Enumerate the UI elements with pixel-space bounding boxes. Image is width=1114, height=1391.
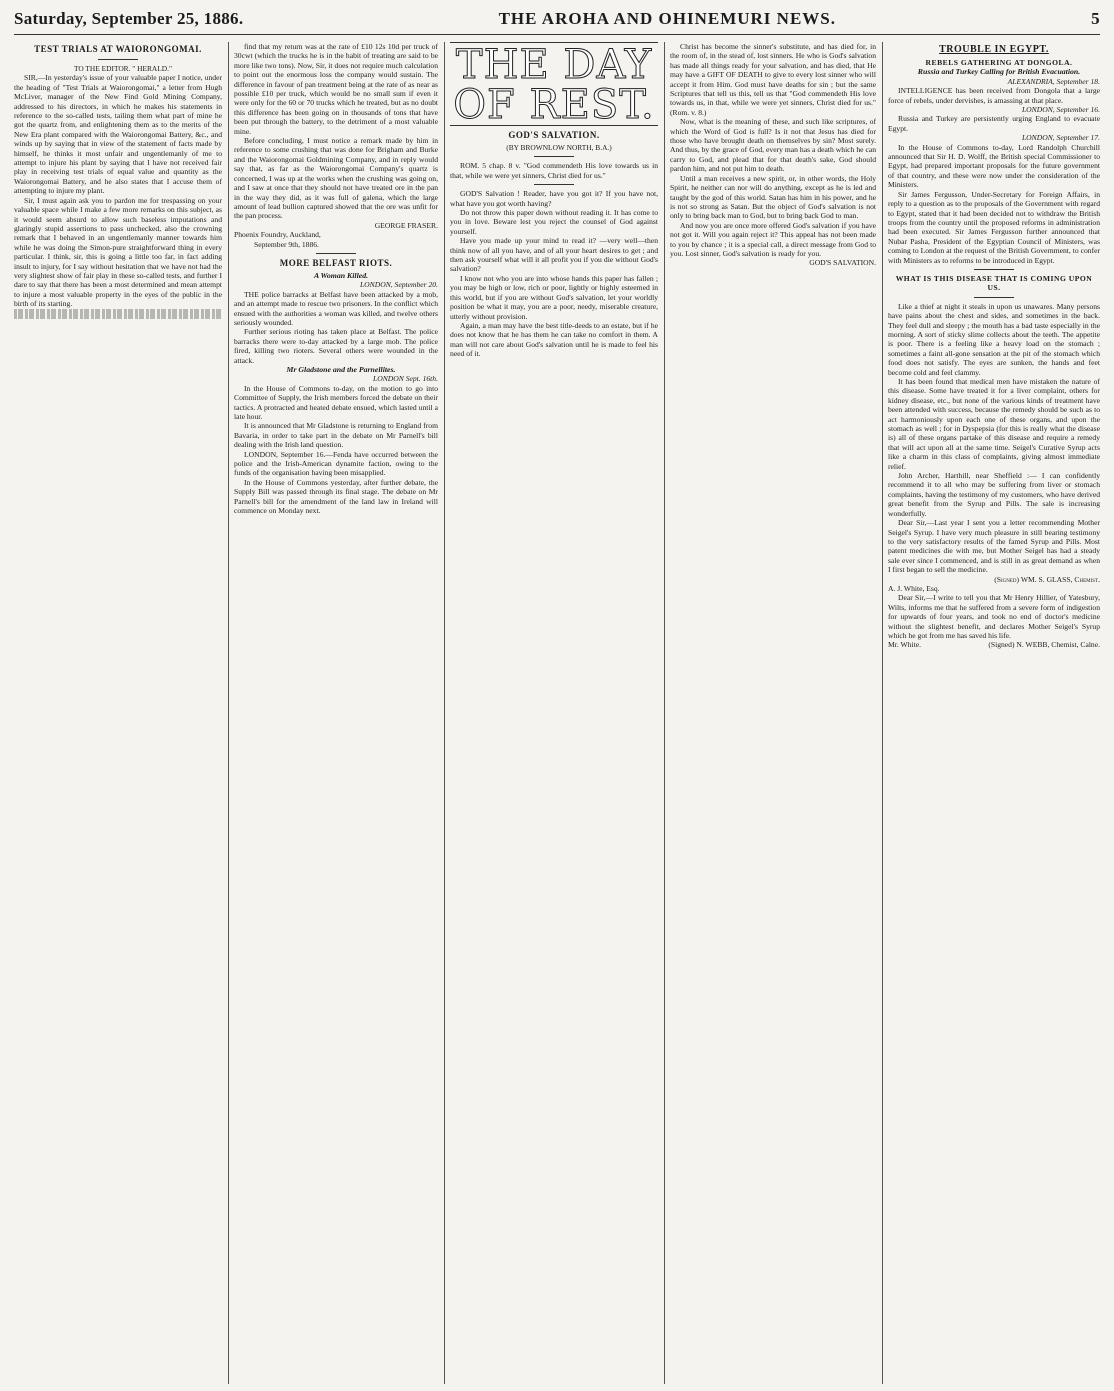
column-divider [664,42,665,1384]
article-paragraph: Do not throw this paper down without reading it. It has come to you in love. Beware lest you reject the counsel of God against yourself. [450,208,658,236]
salutation: TO THE EDITOR. " HERALD." [73,64,172,73]
article-paragraph: In the House of Commons to-day, Lord Randolph Churchill announced that Sir H. D. Wolff, the British special Commissioner to Egypt, had prepared important proposals for the future government of that country, and these were now under the consideration of the Ministers. [888,142,1100,190]
article-heading: TROUBLE IN EGYPT. [939,44,1049,55]
column-divider [444,42,445,1384]
day-of-rest-masthead: THE DAY OF REST. [450,42,658,126]
column-2 [234,42,438,1384]
signature: GEORGE FRASER. [374,220,438,230]
article-paragraph: Dear Sir,—I write to tell you that Mr Henry Hillier, of Yatesbury, Wilts, informs me that he suffered from a severe form of indigestion for upwards of four years, and took no end of doctor's medicine without the slightest benefit, and declares Mother Seigel's Syrup which he got from me has saved his life. [888,593,1100,640]
article-paragraph: Sir, I must again ask you to pardon me for trespassing on your valuable space while I make a few more remarks on this subject, as it would seem absurd to allow such baseless imputations and glaringly stupid assertions to pass unchecked, also the crowning remark that I behaved in an ungentlemanly manner towards him while he was doing the Simon-pure straightforward thing in every particular. I think, sir, this is going a little too far, in fact adding insult to injury, for I say without hesitation that we have not had the very slightest show of fair play in these so-called tests, and further I dare to say that there has been a most determined and mean attempt to injure a most valuable property in the eyes of the public in the birth of its starting. [14,195,222,309]
article-paragraph: Before concluding, I must notice a remark made by him in reference to some crushing that was done for Brigham and Burke and the Waiorongomai Goldmining Company, and in reply would say that, as far as the Waiorongomai Company's quartz is concerned, I was up at the works when the crushing was going on, and I saw at once that they should not have treated ore in the pan in the way they did, as it was full of galena, which the large amount of lead bullion captured showed that the ore was unfit for the pan process. [234,136,438,221]
masthead-rule [14,34,1100,35]
article-paragraph: Again, a man may have the best title-deeds to an estate, but if he does not know that he has them he can take no comfort in them. A man will not care about God's salvation until he is made to feel his need of it. [450,320,658,359]
divider [534,184,574,185]
dateline: LONDON, September 20. [359,280,438,290]
divider [98,59,138,60]
column-1 [14,42,222,1384]
article-paragraph: LONDON, September 16.—Fenda have occurred between the police and the Irish-American dynamite faction, owing to the funds of the organisation having been misapplied. [234,449,438,478]
divider [974,269,1014,270]
closing-right: (Signed) N. WEBB, Chemist, Calne. [988,640,1100,650]
closing-left: Mr. White. [888,640,921,650]
masthead [14,6,1100,32]
illegible-text [14,309,222,319]
dateline: LONDON, September 17. [1021,133,1100,143]
article-paragraph: I know not who you are into whose hands this paper has fallen ; you may be high or low, rich or poor, lightly or highly esteemed in this world, but if you are without God's salvation, let your worldly position be what it may, you are a poor, needy, miserable creature, utterly without provision. [450,273,658,321]
signature-date: September 9th, 1886. [254,239,319,249]
article-paragraph: Now, what is the meaning of these, and such like scriptures, of which the Word of God is full? Is it not that Jesus has died for those who have brought death on themselves by sin? Most surely. And thus, by the grace of God, every man has a death which he can carry to God, and plead that for that death's sake, God should pardon him, and not put him to death. [670,117,876,174]
article-heading: WHAT IS THIS DISEASE THAT IS COMING UPON US. [895,273,1093,293]
column-3 [450,42,658,1384]
article-paragraph: Further serious rioting has taken place at Belfast. The police barracks there were to-day attacked by a large mob. The police fired, killing two rioters. Several others were wounded in the attack. [234,327,438,365]
article-paragraph: It has been found that medical men have mistaken the nature of this disease. Some have treated it for a liver complaint, others for kidney disease, etc., but none of the various kinds of treatment have been attended with success, because the remedy should be such as to act harmoniously upon each one of these organs, and upon the stomach as well ; for in Dyspepsia (for this is really what the disease is) all of these organs partake of this disease and require a remedy that will act upon all at the same time. Seigel's Curative Syrup acts like a charm in this class of complaints, giving almost immediate relief. [888,377,1100,471]
closing-line: GOD'S SALVATION. [809,258,876,268]
article-paragraph: Like a thief at night it steals in upon us unawares. Many persons have pains about the chest and sides, and sometimes in the back. They feel dull and sleepy ; the mouth has a bad taste especially in the morning. A sort of sticky slime collects about the teeth. The appetite is poor. There is a feeling like a heavy load on the stomach ; sometimes a faint all-gone sensation at the pit of the stomach which food does not satisfy. The eyes are sunken, the hands and feet become cold and feel clammy. [888,301,1100,377]
article-paragraph: Until a man receives a new spirit, or, in other words, the Holy Spirit, he neither can nor will do anything, except as he is led and taught by the god of this world. Satan has him in his power, and he is not so strong as Satan. But the object of God's salvation is not only to bring back man to God, but to bring back God to man. [670,173,876,221]
column-4 [670,42,876,1384]
dateline: ALEXANDRIA, September 18. [1007,76,1100,86]
article-paragraph: It is announced that Mr Gladstone is returning to England from Bavaria, in order to take part in the debate on Mr Parnell's bill dealing with the Irish land question. [234,421,438,450]
article-paragraph: In the House of Commons yesterday, after further debate, the Supply Bill was passed through its final stage. The debate on Mr Parnell's bill for the amendment of the land law in Ireland will commence on Monday next. [234,477,438,516]
divider [534,156,574,157]
article-paragraph: Christ has become the sinner's substitute, and has died for, in the room of, in the stead of, lost sinners. He who is God's salvation has made all things ready for your salvation, and has died, that He may have a GIFT OF DEATH to give to every lost sinner who will accept it from Him. God must have deaths for sin ; but the same Scriptures that tell us this, tell us that "God commendeth His love towards us, in that, while we were yet sinners, Christ died for us." (Rom. v. 8.) [670,42,876,117]
dateline: LONDON, September 16. [1021,105,1100,115]
article-heading: GOD'S SALVATION. [508,130,600,140]
divider [316,253,356,254]
article-subheading: A Woman Killed. [313,270,369,280]
article-paragraph: THE police barracks at Belfast have been attacked by a mob, and an attempt made to rescue two prisoners. In the conflict which ensued with the authorities a woman was killed, and twelve others seriously wounded. [234,289,438,327]
column-5 [888,42,1100,1384]
article-subheading: Mr Gladstone and the Parnellites. [286,365,396,374]
masthead-title: THE AROHA AND OHINEMURI NEWS. [498,9,836,28]
article-paragraph: John Archer, Harthill, near Sheffield :— I can confidently recommend it to all who may be suffering from liver or stomach complaints, having the testimony of my customers, who have derived great benefit from the Syrup and Pills. The sale is increasing wonderfully. [888,471,1100,518]
signature-place: A. J. White, Esq. [888,583,940,593]
article-paragraph: Russia and Turkey are persistently urging England to evacuate Egypt. [888,114,1100,133]
masthead-page-number: 5 [1091,9,1100,28]
article-heading: MORE BELFAST RIOTS. [279,257,393,268]
article-paragraph: SIR,—In yesterday's issue of your valuable paper I notice, under the heading of "Test Trials at Waiorongomai," a letter from Hugh McLiver, manager of the New Find Gold Mining Company, addressed to his directors, in which he makes his statements in reference to the so-called tests, tailing them what part of mine he got the quartz from, and enlightening them as to the merits of the New Era plant compared with the Waiorongomai Battery, &c., and winds up by saying that in view of the statement of facts made by himself, he thinks it most unfair and ungentlemanly of me to attempt to injure his plant by saying that I have not received fair play in receiving test trials of equal value and quantity as the Waiorongomai Battery, and he also states that I accuse them of attempting to injure my plant. [14,73,222,196]
column-divider [882,42,883,1384]
dateline: LONDON Sept. 16th. [373,374,438,384]
column-divider [228,42,229,1384]
article-paragraph: find that my return was at the rate of £10 12s 10d per truck of 30cwt (which the trucks he is in the habit of treating are said to be more like two tons). Now, Sir, it does not require much calculation to point out the enormous loss the company would sustain. The difference in favour of pan treatment being at the rate of as near as possible £10 per truck, which would be no small sum if even it were only for the 60 or 70 trucks which he treated, but as no doubt this difference has been going on in thousands of tons that have been put through the battery, to the detriment of a most valuable mine. [234,42,438,136]
article-paragraph: In the House of Commons to-day, on the motion to go into Committee of Supply, the Irish members forced the debate on their tactics. A protracted and heated debate ensued, which lasted until a late hour. [234,383,438,422]
article-heading: TEST TRIALS AT WAIORONGOMAI. [34,44,202,54]
masthead-date: Saturday, September 25, 1886. [14,9,244,28]
article-paragraph: Have you made up your mind to read it? —very well—then think now of all you have, and of all your heart desires to get ; and then ask yourself what will it all profit you if you die without God's salvation? [450,236,658,274]
signature-place: Phoenix Foundry, Auckland, [234,230,321,240]
article-paragraph: Sir James Fergusson, Under-Secretary for Foreign Affairs, in reply to a question as to the proposals of the Government with regard to Egypt, stated that it had been decided not to withdraw the British troops from the country until the proposed reforms in administration had been executed. Sir James Fergusson further announced that Nubar Pasha, President of the Egyptian Council of Ministers, was coming to London at the request of the British Government, to confer with Ministers as to reforms to be introduced in Egypt. [888,189,1100,265]
divider [974,297,1014,298]
closing-line [888,640,1100,649]
article-paragraph: GOD'S Salvation ! Reader, have you got it? If you have not, what have you got worth having? [450,189,658,208]
article-subheading: REBELS GATHERING AT DONGOLA. [925,58,1073,67]
byline: (BY BROWNLOW NORTH, B.A.) [506,143,612,152]
article-subheading: Russia and Turkey Calling for British Evacuation. [917,67,1081,77]
article-paragraph: ROM. 5 chap. 8 v. "God commendeth His love towards us in that, while we were yet sinners, Christ died for us." [450,161,658,180]
article-paragraph: INTELLIGENCE has been received from Dongola that a large force of rebels, under dervishes, is amassing at that place. [888,86,1100,105]
article-paragraph: And now you are once more offered God's salvation if you have not got it. Will you again reject it? This appeal has not been made to you by chance ; it is a special call, a direct message from God to you. Lost sinner, God's salvation is ready for you. [670,220,876,258]
signature: (Signed) WM. S. GLASS, Chemist. [994,574,1100,584]
article-paragraph: Dear Sir,—Last year I sent you a letter recommending Mother Seigel's Syrup. I have very much pleasure in still bearing testimony to the very satisfactory results of the famed Syrup and Pills. Most patent medicines die with me, but Mother Seigel has had a steady sale ever since I commenced, and is still in as great demand as when I first began to sell the medicine. [888,518,1100,575]
